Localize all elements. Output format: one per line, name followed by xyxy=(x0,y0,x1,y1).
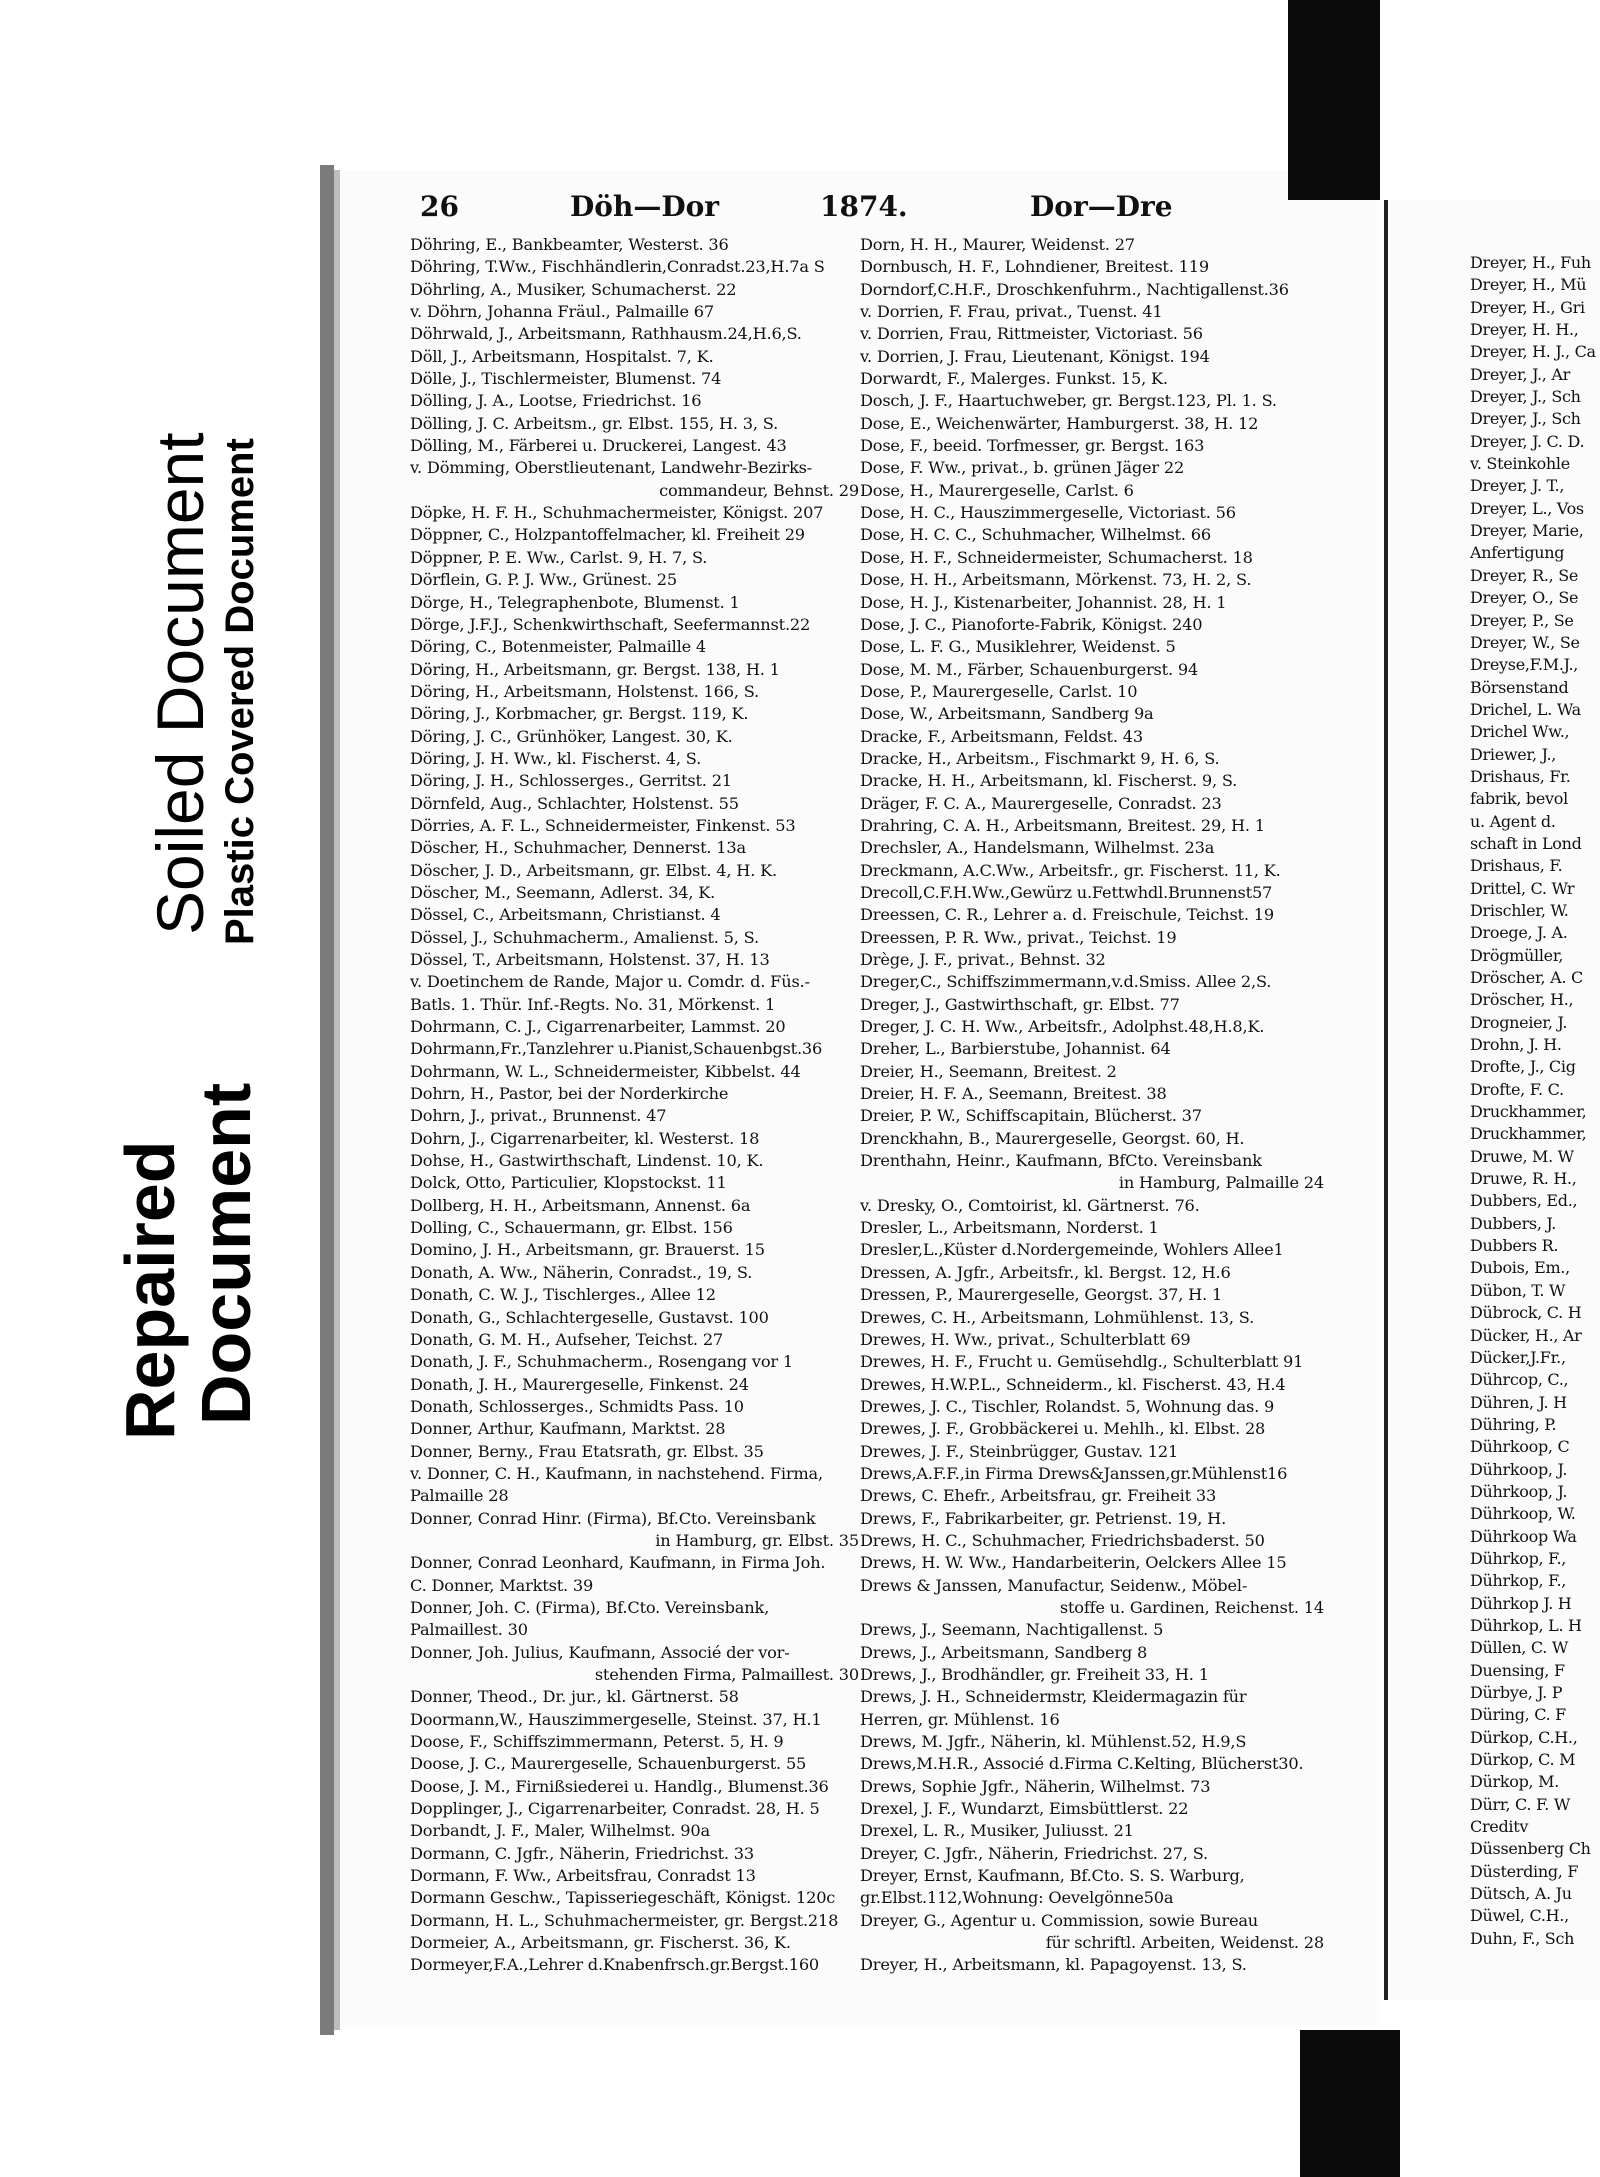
directory-entry: fabrik, bevol xyxy=(1470,789,1568,809)
directory-entry: Döring, H., Arbeitsmann, Holstenst. 166, S. xyxy=(410,681,759,701)
directory-entry: Dormann, H. L., Schuhmachermeister, gr. Bergst.218 xyxy=(410,1910,839,1930)
directory-entry: Drews & Janssen, Manufactur, Seidenw., Möbel- xyxy=(860,1575,1248,1595)
directory-entry: Dölle, J., Tischlermeister, Blumenst. 74 xyxy=(410,369,722,389)
directory-entry: Dröscher, H., xyxy=(1470,990,1574,1010)
directory-entry: Dössel, C., Arbeitsmann, Christianst. 4 xyxy=(410,905,721,925)
directory-entry: Dubbers, J. xyxy=(1470,1213,1557,1233)
directory-entry: Dose, L. F. G., Musiklehrer, Weidenst. 5 xyxy=(860,637,1176,657)
directory-entry: Dührkoop, J. xyxy=(1470,1481,1568,1501)
directory-entry: Dohrmann, C. J., Cigarrenarbeiter, Lammst. 20 xyxy=(410,1017,786,1037)
directory-entry: Drews, Sophie Jgfr., Näherin, Wilhelmst. 73 xyxy=(860,1776,1211,1796)
directory-entry: Drittel, C. Wr xyxy=(1470,878,1575,898)
directory-entry: Dührkoop, J. xyxy=(1470,1459,1568,1479)
page-edge-shadow xyxy=(320,165,334,2035)
directory-entry: v. Donner, C. H., Kaufmann, in nachstehend. Firma, xyxy=(410,1463,823,1483)
directory-entry: Dreier, H., Seemann, Breitest. 2 xyxy=(860,1061,1117,1081)
directory-entry: Dorndorf,C.H.F., Droschkenfuhrm., Nachtigallenst.36 xyxy=(860,279,1289,299)
directory-entry: Doormann,W., Hauszimmergeselle, Steinst. 37, H.1 xyxy=(410,1709,822,1729)
directory-entry: Dohrmann, W. L., Schneidermeister, Kibbelst. 44 xyxy=(410,1061,801,1081)
directory-entry: Dürkop, C.H., xyxy=(1470,1727,1578,1747)
directory-entry: Drofte, F. C. xyxy=(1470,1079,1564,1099)
directory-entry: Dübon, T. W xyxy=(1470,1280,1566,1300)
directory-entry: Dose, H. J., Kistenarbeiter, Johannist. 28, H. 1 xyxy=(860,592,1227,612)
directory-entry: Dreyer, W., Se xyxy=(1470,632,1580,652)
directory-entry: Druckhammer, xyxy=(1470,1124,1587,1144)
directory-entry: Drewes, H. Ww., privat., Schulterblatt 69 xyxy=(860,1329,1191,1349)
directory-entry: Dreyer, O., Se xyxy=(1470,588,1579,608)
directory-entry: Dosch, J. F., Haartuchweber, gr. Bergst.123, Pl. 1. S. xyxy=(860,391,1277,411)
year-heading: 1874. xyxy=(820,190,908,223)
directory-entry: v. Dömming, Oberstlieutenant, Landwehr-Bezirks- xyxy=(410,458,813,478)
directory-entry: Dreyer, H., Arbeitsmann, kl. Papagoyenst. 13, S. xyxy=(860,1955,1247,1975)
directory-entry: v. Dresky, O., Comtoirist, kl. Gärtnerst. 76. xyxy=(860,1195,1200,1215)
directory-entry: Dose, H., Maurergeselle, Carlst. 6 xyxy=(860,480,1134,500)
directory-entry: Dürkop, C. M xyxy=(1470,1750,1576,1770)
directory-entry: Dose, H. H., Arbeitsmann, Mörkenst. 73, H. 2, S. xyxy=(860,570,1252,590)
soiled-document-text: Soiled Document xyxy=(143,432,217,935)
directory-entry: Dreyer, Ernst, Kaufmann, Bf.Cto. S. S. Warburg, xyxy=(860,1866,1245,1886)
directory-entry: Drews, H. W. Ww., Handarbeiterin, Oelckers Allee 15 xyxy=(860,1553,1287,1573)
directory-entry: Dreessen, P. R. Ww., privat., Teichst. 19 xyxy=(860,927,1177,947)
directory-entry: Düsterding, F xyxy=(1470,1861,1579,1881)
directory-entry: Dose, E., Weichenwärter, Hamburgerst. 38, H. 12 xyxy=(860,413,1259,433)
directory-entry: Druckhammer, xyxy=(1470,1102,1587,1122)
directory-entry: Dose, H. C., Hauszimmergeselle, Victoriast. 56 xyxy=(860,503,1236,523)
directory-entry: Dücker,J.Fr., xyxy=(1470,1347,1566,1367)
directory-entry: Drews, C. Ehefr., Arbeitsfrau, gr. Freiheit 33 xyxy=(860,1486,1217,1506)
directory-entry: Dose, W., Arbeitsmann, Sandberg 9a xyxy=(860,704,1154,724)
directory-entry: Dölling, J. A., Lootse, Friedrichst. 16 xyxy=(410,391,702,411)
directory-entry: Dreyer, H. J., Ca xyxy=(1470,342,1596,362)
directory-entry: commandeur, Behnst. 29 xyxy=(659,480,859,500)
binding-strip-bottom xyxy=(1300,2030,1400,2177)
binding-strip-top xyxy=(1288,0,1380,200)
directory-entry: Drewes, H.W.P.L., Schneiderm., kl. Fischerst. 43, H.4 xyxy=(860,1374,1286,1394)
directory-entry: Donner, Conrad Hinr. (Firma), Bf.Cto. Vereinsbank xyxy=(410,1508,816,1528)
directory-entry: Dreyer, J. T., xyxy=(1470,476,1565,496)
directory-entry: Donner, Joh. C. (Firma), Bf.Cto. Vereinsbank, xyxy=(410,1597,770,1617)
directory-entry: Dräger, F. C. A., Maurergeselle, Conradst. 23 xyxy=(860,793,1222,813)
directory-entry: Dormann, F. Ww., Arbeitsfrau, Conradst 13 xyxy=(410,1866,756,1886)
directory-entry: Duhn, F., Sch xyxy=(1470,1928,1575,1948)
directory-entry: Dressen, A. Jgfr., Arbeitsfr., kl. Bergst. 12, H.6 xyxy=(860,1262,1231,1282)
directory-entry: Döhring, E., Bankbeamter, Westerst. 36 xyxy=(410,235,729,254)
directory-entry: Dreyse,F.M.J., xyxy=(1470,655,1579,675)
directory-entry: Doose, J. M., Firnißsiederei u. Handlg., Blumenst.36 xyxy=(410,1776,829,1796)
right-entry-column xyxy=(860,234,1330,1977)
directory-entry: Dornbusch, H. F., Lohndiener, Breitest. 119 xyxy=(860,257,1209,277)
directory-entry: Dolling, C., Schauermann, gr. Elbst. 156 xyxy=(410,1218,733,1238)
directory-entry: Dröscher, A. C xyxy=(1470,968,1583,987)
directory-entry: gr.Elbst.112,Wohnung: Oevelgönne50a xyxy=(860,1888,1174,1908)
directory-entry: Dürr, C. F. W xyxy=(1470,1794,1571,1814)
fragment-entry-column xyxy=(1470,252,1598,1950)
directory-entry: Dreyer, L., Vos xyxy=(1470,498,1584,518)
directory-entry: Donath, C. W. J., Tischlerges., Allee 12 xyxy=(410,1285,716,1305)
directory-entry: Dörnfeld, Aug., Schlachter, Holstenst. 55 xyxy=(410,793,739,813)
plastic-covered-text: Plastic Covered Document xyxy=(218,438,262,945)
directory-entry: Dormann, C. Jgfr., Näherin, Friedrichst. 33 xyxy=(410,1843,754,1863)
directory-entry: Döring, J. C., Grünhöker, Langest. 30, K. xyxy=(410,726,733,746)
directory-entry: Drichel, L. Wa xyxy=(1470,699,1581,719)
directory-entry: Drewes, J. F., Grobbäckerei u. Mehlh., kl. Elbst. 28 xyxy=(860,1419,1266,1439)
directory-entry: Herren, gr. Mühlenst. 16 xyxy=(860,1709,1060,1729)
repaired-text-line2: Document xyxy=(187,1082,265,1425)
directory-entry: Dübrock, C. H xyxy=(1470,1303,1582,1323)
directory-entry: Dreger, J., Gastwirthschaft, gr. Elbst. 77 xyxy=(860,994,1180,1014)
directory-entry: Dreessen, C. R., Lehrer a. d. Freischule, Teichst. 19 xyxy=(860,905,1274,925)
directory-entry: v. Dorrien, Frau, Rittmeister, Victoriast. 56 xyxy=(860,324,1203,344)
directory-entry: Drohn, J. H. xyxy=(1470,1035,1562,1055)
directory-entry: Druwe, R. H., xyxy=(1470,1169,1577,1189)
directory-entry: Dracke, F., Arbeitsmann, Feldst. 43 xyxy=(860,726,1143,746)
directory-entry: Dreyer, H. H., xyxy=(1470,320,1579,340)
left-range-heading: Döh—Dor xyxy=(570,190,720,223)
directory-entry: Drews, M. Jgfr., Näherin, kl. Mühlenst.52, H.9,S xyxy=(860,1732,1247,1752)
directory-entry: Dormeyer,F.A.,Lehrer d.Knabenfrsch.gr.Bergst.160 xyxy=(410,1955,820,1975)
directory-entry: Drögmüller, xyxy=(1470,945,1564,965)
directory-entry: Drenckhahn, B., Maurergeselle, Georgst. 60, H. xyxy=(860,1128,1245,1148)
directory-entry: Dreyer, R., Se xyxy=(1470,565,1579,585)
directory-entry: Döll, J., Arbeitsmann, Hospitalst. 7, K. xyxy=(410,346,714,366)
directory-entry: Dürkop, M. xyxy=(1470,1772,1559,1792)
directory-entry: Dürbye, J. P xyxy=(1470,1683,1563,1702)
directory-entry: Dopplinger, J., Cigarrenarbeiter, Conradst. 28, H. 5 xyxy=(410,1799,820,1819)
directory-entry: Dohrn, J., privat., Brunnenst. 47 xyxy=(410,1106,667,1126)
directory-entry: Drews, J. H., Schneidermstr, Kleidermagazin für xyxy=(860,1687,1247,1707)
directory-entry: Donner, Arthur, Kaufmann, Marktst. 28 xyxy=(410,1419,726,1439)
directory-entry: Duensing, F xyxy=(1470,1660,1565,1680)
directory-entry: Drichel Ww., xyxy=(1470,722,1570,742)
directory-entry: v. Dorrien, J. Frau, Lieutenant, Königst. 194 xyxy=(860,346,1210,366)
directory-entry: Dose, F., beeid. Torfmesser, gr. Bergst. 163 xyxy=(860,436,1205,456)
directory-entry: Dörflein, G. P. J. Ww., Grünest. 25 xyxy=(410,570,677,590)
directory-entry: Döscher, J. D., Arbeitsmann, gr. Elbst. 4, H. K. xyxy=(410,860,777,880)
directory-entry: für schriftl. Arbeiten, Weidenst. 28 xyxy=(1045,1933,1324,1953)
directory-entry: Dührkop J. H xyxy=(1470,1593,1572,1613)
directory-entry: Dühring, P. xyxy=(1470,1414,1557,1434)
directory-entry: Batls. 1. Thür. Inf.-Regts. No. 31, Mörkenst. 1 xyxy=(410,994,776,1014)
directory-entry: Dracke, H. H., Arbeitsmann, kl. Fischerst. 9, S. xyxy=(860,771,1238,791)
directory-entry: Börsenstand xyxy=(1470,677,1569,697)
directory-entry: Döring, J., Korbmacher, gr. Bergst. 119, K. xyxy=(410,704,749,724)
directory-entry: Drews, J., Brodhändler, gr. Freiheit 33, H. 1 xyxy=(860,1665,1209,1684)
repaired-text-line1: Repaired xyxy=(111,1140,189,1440)
directory-entry: Döring, J. H., Schlosserges., Gerritst. 21 xyxy=(410,771,732,791)
directory-entry: Creditv xyxy=(1470,1817,1529,1837)
directory-entry: Dörries, A. F. L., Schneidermeister, Finkenst. 53 xyxy=(410,815,796,835)
page-number: 26 xyxy=(420,190,459,223)
directory-entry: Dörge, J.F.J., Schenkwirthschaft, Seefermannst.22 xyxy=(410,614,811,634)
page-header xyxy=(420,190,1180,232)
directory-entry: Dössel, J., Schuhmacherm., Amalienst. 5, S. xyxy=(410,927,759,947)
directory-entry: Dreyer, H., Gri xyxy=(1470,297,1585,317)
directory-entry: Driewer, J., xyxy=(1470,744,1557,764)
directory-entry: Dührkoop Wa xyxy=(1470,1526,1577,1546)
directory-entry: Drahring, C. A. H., Arbeitsmann, Breitest. 29, H. 1 xyxy=(860,815,1265,835)
directory-entry: Anfertigung xyxy=(1470,543,1565,563)
directory-entry: Dreyer, H., Mü xyxy=(1470,275,1587,295)
directory-entry: Donath, J. H., Maurergeselle, Finkenst. 24 xyxy=(410,1374,749,1394)
directory-entry: Dorn, H. H., Maurer, Weidenst. 27 xyxy=(860,235,1135,254)
directory-entry: Dührkop, L. H xyxy=(1470,1615,1582,1635)
directory-entry: Dührkop, F., xyxy=(1470,1571,1567,1591)
directory-entry: Döhring, T.Ww., Fischhändlerin,Conradst.23,H.7a S xyxy=(410,257,825,277)
directory-entry: Palmaille 28 xyxy=(410,1486,509,1506)
directory-entry: Dose, P., Maurergeselle, Carlst. 10 xyxy=(860,681,1138,701)
directory-entry: Dubbers, Ed., xyxy=(1470,1191,1578,1211)
directory-entry: Donner, Theod., Dr. jur., kl. Gärtnerst. 58 xyxy=(410,1687,739,1707)
directory-entry: u. Agent d. xyxy=(1470,811,1556,831)
directory-entry: Dresler, L., Arbeitsmann, Norderst. 1 xyxy=(860,1218,1159,1238)
directory-entry: Dresler,L.,Küster d.Nordergemeinde, Wohlers Allee1 xyxy=(860,1240,1284,1260)
directory-entry: Drishaus, F. xyxy=(1470,856,1563,876)
directory-entry: Dohse, H., Gastwirthschaft, Lindenst. 10, K. xyxy=(410,1151,764,1171)
directory-entry: Dreyer, C. Jgfr., Näherin, Friedrichst. 27, S. xyxy=(860,1843,1209,1863)
directory-entry: Dormeier, A., Arbeitsmann, gr. Fischerst. 36, K. xyxy=(410,1933,791,1953)
directory-entry: Dreyer, Marie, xyxy=(1470,521,1584,541)
directory-entry: Dohrmann,Fr.,Tanzlehrer u.Pianist,Schauenbgst.36 xyxy=(410,1039,823,1059)
directory-entry: Düwel, C.H., xyxy=(1470,1906,1569,1926)
directory-entry: Donath, Schlosserges., Schmidts Pass. 10 xyxy=(410,1396,744,1416)
directory-entry: Drews, F., Fabrikarbeiter, gr. Petrienst. 19, H. xyxy=(860,1508,1227,1528)
directory-entry: Drishaus, Fr. xyxy=(1470,766,1571,786)
directory-entry: Drège, J. F., privat., Behnst. 32 xyxy=(860,950,1106,969)
directory-entry: stehenden Firma, Palmaillest. 30 xyxy=(594,1665,859,1684)
directory-entry: Dreger, J. C. H. Ww., Arbeitsfr., Adolphst.48,H.8,K. xyxy=(860,1017,1265,1037)
directory-entry: v. Steinkohle xyxy=(1470,454,1570,474)
directory-entry: Döhrling, A., Musiker, Schumacherst. 22 xyxy=(410,279,737,299)
directory-entry: Drexel, J. F., Wundarzt, Eimsbüttlerst. 22 xyxy=(860,1799,1189,1819)
directory-entry: Drews,A.F.F.,in Firma Drews&Janssen,gr.Mühlenst16 xyxy=(860,1463,1288,1483)
directory-entry: Dreyer, J., Sch xyxy=(1470,387,1581,407)
directory-entry: Dreyer, G., Agentur u. Commission, sowie Bureau xyxy=(860,1910,1259,1930)
directory-entry: Drogneier, J. xyxy=(1470,1012,1568,1032)
directory-entry: Drewes, J. F., Steinbrügger, Gustav. 121 xyxy=(860,1441,1179,1461)
directory-entry: Donath, J. F., Schuhmacherm., Rosengang vor 1 xyxy=(410,1352,793,1372)
directory-entry: Drews, H. C., Schuhmacher, Friedrichsbaderst. 50 xyxy=(860,1530,1265,1550)
directory-entry: Donner, Joh. Julius, Kaufmann, Associé der vor- xyxy=(410,1642,790,1662)
directory-entry: stoffe u. Gardinen, Reichenst. 14 xyxy=(1059,1597,1324,1617)
directory-entry: Dührkoop, W. xyxy=(1470,1504,1576,1524)
directory-entry: Dolck, Otto, Particulier, Klopstockst. 11 xyxy=(410,1173,727,1193)
directory-entry: Dreger,C., Schiffszimmermann,v.d.Smiss. Allee 2,S. xyxy=(860,972,1272,992)
directory-entry: Doose, F., Schiffszimmermann, Peterst. 5, H. 9 xyxy=(410,1732,784,1752)
directory-entry: Döring, C., Botenmeister, Palmaille 4 xyxy=(410,637,707,657)
directory-entry: C. Donner, Marktst. 39 xyxy=(410,1575,594,1595)
directory-entry: Donner, Berny., Frau Etatsrath, gr. Elbst. 35 xyxy=(410,1441,764,1461)
directory-entry: v. Doetinchem de Rande, Major u. Comdr. d. Füs.- xyxy=(410,972,810,992)
directory-entry: Dölling, M., Färberei u. Druckerei, Langest. 43 xyxy=(410,436,787,456)
directory-entry: Döppner, P. E. Ww., Carlst. 9, H. 7, S. xyxy=(410,547,708,567)
directory-entry: Drofte, J., Cig xyxy=(1470,1057,1576,1077)
directory-entry: Drecoll,C.F.H.Ww.,Gewürz u.Fettwhdl.Brunnenst57 xyxy=(860,882,1273,902)
directory-entry: Dohrn, H., Pastor, bei der Norderkirche xyxy=(410,1084,729,1104)
directory-entry: Donath, G., Schlachtergeselle, Gustavst. 100 xyxy=(410,1307,769,1327)
left-entry-column xyxy=(410,234,865,1977)
directory-entry: schaft in Lond xyxy=(1470,833,1582,853)
directory-entry: Dormann Geschw., Tapisseriegeschäft, Königst. 120c xyxy=(410,1888,836,1908)
directory-entry: Drews,M.H.R., Associé d.Firma C.Kelting, Blücherst30. xyxy=(860,1754,1304,1774)
directory-entry: Dührcop, C., xyxy=(1470,1370,1569,1390)
directory-entry: Dölling, J. C. Arbeitsm., gr. Elbst. 155, H. 3, S. xyxy=(410,413,779,433)
directory-entry: in Hamburg, Palmaille 24 xyxy=(1118,1173,1324,1193)
repaired-document-label xyxy=(100,1040,265,1460)
directory-entry: Dubbers R. xyxy=(1470,1236,1559,1256)
directory-entry: Drews, J., Arbeitsmann, Sandberg 8 xyxy=(860,1642,1148,1662)
directory-entry: Donath, G. M. H., Aufseher, Teichst. 27 xyxy=(410,1329,724,1349)
directory-entry: Dreyer, J., Sch xyxy=(1470,409,1581,429)
right-range-heading: Dor—Dre xyxy=(1030,190,1173,223)
directory-entry: Dorbandt, J. F., Maler, Wilhelmst. 90a xyxy=(410,1821,710,1841)
directory-entry: Dose, H. F., Schneidermeister, Schumacherst. 18 xyxy=(860,547,1253,567)
directory-entry: v. Döhrn, Johanna Fräul., Palmaille 67 xyxy=(410,302,714,322)
directory-entry: Dörge, H., Telegraphenbote, Blumenst. 1 xyxy=(410,592,740,612)
directory-entry: Dreyer, H., Fuh xyxy=(1470,253,1591,272)
directory-entry: Dührkoop, C xyxy=(1470,1437,1570,1457)
directory-entry: Dollberg, H. H., Arbeitsmann, Annenst. 6a xyxy=(410,1195,751,1215)
directory-entry: Drews, J., Seemann, Nachtigallenst. 5 xyxy=(860,1620,1164,1640)
directory-entry: Dreier, P. W., Schiffscapitain, Blücherst. 37 xyxy=(860,1106,1202,1126)
directory-entry: in Hamburg, gr. Elbst. 35 xyxy=(655,1530,859,1550)
directory-entry: Dössel, T., Arbeitsmann, Holstenst. 37, H. 13 xyxy=(410,950,770,969)
directory-entry: Dücker, H., Ar xyxy=(1470,1325,1582,1345)
directory-entry: Dreher, L., Barbierstube, Johannist. 64 xyxy=(860,1039,1171,1059)
directory-entry: Dreyer, P., Se xyxy=(1470,610,1574,630)
directory-entry: Dorwardt, F., Malerges. Funkst. 15, K. xyxy=(860,369,1168,389)
directory-entry: Düllen, C. W xyxy=(1470,1638,1569,1658)
directory-entry: Döhrwald, J., Arbeitsmann, Rathhausm.24,H.6,S. xyxy=(410,324,802,344)
directory-entry: Drischler, W. xyxy=(1470,900,1569,920)
directory-entry: Döscher, M., Seemann, Adlerst. 34, K. xyxy=(410,882,716,902)
directory-entry: Döring, H., Arbeitsmann, gr. Bergst. 138, H. 1 xyxy=(410,659,780,679)
directory-entry: Domino, J. H., Arbeitsmann, gr. Brauerst. 15 xyxy=(410,1240,765,1260)
directory-entry: Döscher, H., Schuhmacher, Dennerst. 13a xyxy=(410,838,746,858)
directory-entry: Druwe, M. W xyxy=(1470,1146,1574,1166)
directory-entry: Döpke, H. F. H., Schuhmachermeister, Königst. 207 xyxy=(410,503,824,523)
directory-entry: Drewes, C. H., Arbeitsmann, Lohmühlenst. 13, S. xyxy=(860,1307,1255,1327)
directory-entry: Dose, F. Ww., privat., b. grünen Jäger 22 xyxy=(860,458,1185,478)
directory-entry: Dose, J. C., Pianoforte-Fabrik, Königst. 240 xyxy=(860,614,1203,634)
directory-entry: Dührkop, F., xyxy=(1470,1548,1567,1568)
directory-entry: Drewes, H. F., Frucht u. Gemüsehdlg., Schulterblatt 91 xyxy=(860,1352,1304,1372)
directory-entry: Dühren, J. H xyxy=(1470,1392,1567,1412)
directory-entry: Drechsler, A., Handelsmann, Wilhelmst. 23a xyxy=(860,838,1215,858)
directory-entry: Palmaillest. 30 xyxy=(410,1620,528,1640)
directory-entry: Dohrn, J., Cigarrenarbeiter, kl. Westerst. 18 xyxy=(410,1128,760,1148)
directory-entry: Droege, J. A. xyxy=(1470,923,1568,943)
directory-entry: Donner, Conrad Leonhard, Kaufmann, in Firma Joh. xyxy=(410,1553,826,1573)
directory-entry: Dütsch, A. Ju xyxy=(1470,1884,1572,1904)
directory-entry: Drenthahn, Heinr., Kaufmann, BfCto. Vereinsbank xyxy=(860,1151,1262,1171)
directory-entry: Dose, M. M., Färber, Schauenburgerst. 94 xyxy=(860,659,1199,679)
directory-entry: Drewes, J. C., Tischler, Rolandst. 5, Wohnung das. 9 xyxy=(860,1396,1275,1416)
book-gutter xyxy=(1384,200,1388,2000)
directory-entry: Dracke, H., Arbeitsm., Fischmarkt 9, H. 6, S. xyxy=(860,748,1220,768)
directory-entry: Dose, H. C. C., Schuhmacher, Wilhelmst. 66 xyxy=(860,525,1211,545)
directory-entry: Drexel, L. R., Musiker, Juliusst. 21 xyxy=(860,1821,1134,1841)
directory-entry: Dreckmann, A.C.Ww., Arbeitsfr., gr. Fischerst. 11, K. xyxy=(860,860,1281,880)
soiled-document-label xyxy=(130,355,280,965)
directory-entry: Donath, A. Ww., Näherin, Conradst., 19, S. xyxy=(410,1262,753,1282)
directory-entry: Düring, C. F xyxy=(1470,1705,1566,1725)
directory-entry: Döring, J. H. Ww., kl. Fischerst. 4, S. xyxy=(410,748,702,768)
directory-entry: Doose, J. C., Maurergeselle, Schauenburgerst. 55 xyxy=(410,1754,807,1774)
directory-entry: Düssenberg Ch xyxy=(1470,1839,1591,1859)
directory-entry: Dreier, H. F. A., Seemann, Breitest. 38 xyxy=(860,1084,1167,1104)
directory-entry: Dreyer, J. C. D. xyxy=(1470,431,1585,451)
directory-entry: Döppner, C., Holzpantoffelmacher, kl. Freiheit 29 xyxy=(410,525,805,545)
directory-entry: Dubois, Em., xyxy=(1470,1258,1570,1278)
directory-entry: Dreyer, J., Ar xyxy=(1470,364,1570,384)
directory-entry: Dressen, P., Maurergeselle, Georgst. 37, H. 1 xyxy=(860,1285,1223,1305)
directory-entry: v. Dorrien, F. Frau, privat., Tuenst. 41 xyxy=(860,302,1163,322)
